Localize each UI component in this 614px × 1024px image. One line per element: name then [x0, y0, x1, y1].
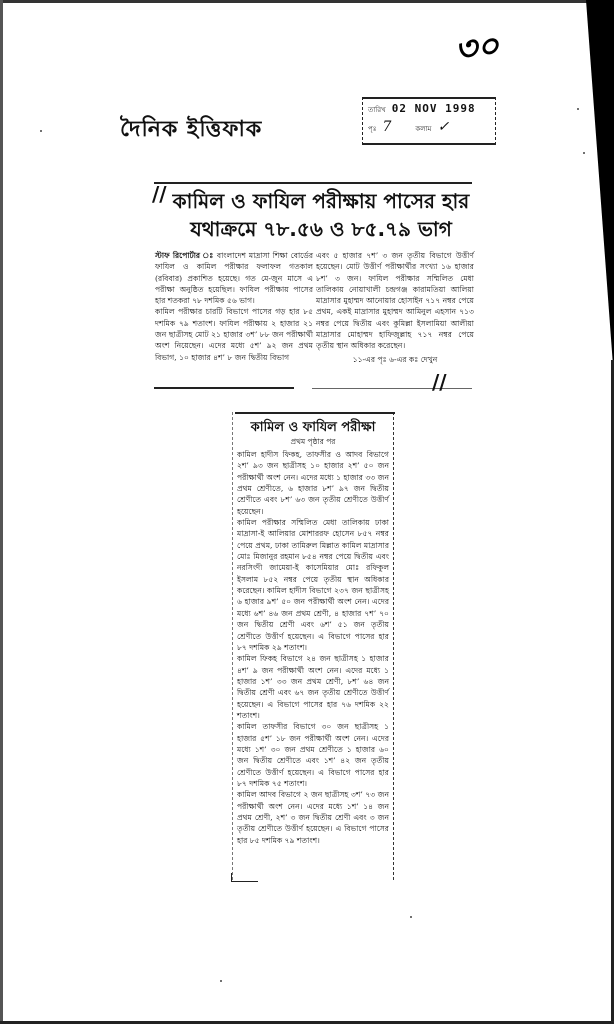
scan-edge-left: [0, 0, 3, 1024]
clip-corner-mark: [231, 873, 258, 882]
clip-mark-icon: //: [432, 370, 447, 394]
date-stamp: [362, 97, 496, 145]
scan-speck: [577, 108, 579, 110]
headline-line-1: কামিল ও ফাযিল পরীক্ষায় পাসের হার: [172, 189, 470, 213]
article-bottom-rule: [154, 387, 294, 389]
article-column-2: [316, 250, 474, 365]
continuation-title: কামিল ও ফাযিল পরীক্ষা: [250, 420, 376, 435]
clip-mark-icon: //: [152, 182, 167, 206]
scan-edge-top: [0, 0, 614, 3]
scan-speck: [410, 916, 412, 918]
paragraph: কামিল ফিকহ বিভাগে ২৪ জন ছাত্রীসহ ১ হাজার ৪শ’ ৯ জন পরীক্ষার্থী অংশ নেন। এদের মধ্যে ১ হাজার ১শ’ ৩৩ জন প্রথম শ্রেণী, ৮শ’ ৬৪ জন দ্বিতীয় শ্রেণী এবং ৬৭ জন তৃতীয় শ্রেণীতে উত্তীর্ণ হয়েছেন। এ বিভাগে পাসের হার ৭৬ দশমিক ২২ শতাংশ।: [237, 654, 389, 720]
scan-speck: [40, 130, 42, 132]
stamp-date-label: তারিখ: [368, 106, 386, 114]
newspaper-masthead: দৈনিক ইত্তিফাক: [120, 117, 263, 142]
paragraph: বাংলাদেশ মাদ্রাসা শিক্ষা বোর্ডের ফাযিল ও কামিল পরীক্ষার ফলাফল গতকাল (রবিবার) প্রকাশিত হয়েছে। গত মে-জুন মাসে এ পরীক্ষা অনুষ্ঠিত হয়েছিল। ফাযিল পরীক্ষায় পাসের হার শতকরা ৭৮ দশমিক ৫৬ ভাগ।: [155, 251, 313, 306]
headline-line-2: যথাক্রমে ৭৮.৫৬ ও ৮৫.৭৯ ভাগ: [190, 217, 452, 241]
stamp-column-label: কলাম: [415, 125, 432, 133]
byline: স্টাফ রিপোর্টার ঃ: [155, 251, 214, 260]
article-bottom-rule-2: [312, 388, 472, 389]
article-top-rule: [154, 182, 472, 184]
paragraph: কামিল আদব বিভাগে ২ জন ছাত্রীসহ ৩শ’ ৭৩ জন পরীক্ষার্থী অংশ নেন। এদের মধ্যে ১শ’ ১৪ জন প্রথম শ্রেণী, ২শ’ ৩ জন দ্বিতীয় শ্রেণী এবং ৩ জন তৃতীয় শ্রেণীতে উত্তীর্ণ হয়েছেন। এ বিভাগে পাসের হার ৮৫ দশমিক ৭৯ শতাংশ।: [237, 790, 389, 845]
news-article: [152, 182, 482, 392]
continuation-note: ১১-এর পৃঃ ৬-এর কঃ দেখুন: [352, 354, 438, 364]
scan-speck: [583, 152, 585, 154]
scan-edge-right-shadow: [586, 0, 614, 360]
stamp-page-value: 7: [382, 119, 392, 135]
handwritten-page-number: ৩০: [452, 25, 501, 71]
paragraph: কামিল পরীক্ষার চারটি বিভাগে পাসের গড় হার ৮৫ দশমিক ৭৯ শতাংশ। ফাযিল পরীক্ষায় ২ হাজার ২১ জন ছাত্রীসহ মোট ২১ হাজার ৩শ’ ৮৮ জন পরীক্ষার্থী অংশ নিয়েছেন। এদের মধ্যে ৫শ’ ৯২ জন প্রথম বিভাগ, ১০ হাজার ৪শ’ ৮ জন দ্বিতীয় বিভাগ: [155, 307, 313, 362]
paragraph: কামিল পরীক্ষার সম্মিলিত মেধা তালিকায় ঢাকা মাদ্রাসা-ই আলিয়ার মোশাররফ হোসেন ৮৫৭ নম্বর পেয়ে প্রথম, ঢাকা তামিরুল মিল্লাত কামিল মাদ্রাসার মোঃ মিজানুর রহমান ৮৫৪ নম্বর পেয়ে দ্বিতীয় এবং নরসিংদী জামেয়া-ই কাসেমিয়ার মোঃ রফিকুল ইসলাম ৮৫২ নম্বর পেয়ে তৃতীয় স্থান অধিকার করেছেন। কামিল হাদীস বিভাগে ২৩৭ জন ছাত্রীসহ ৬ হাজার ৯শ’ ৫০ জন পরীক্ষার্থী অংশ নেন। এদের মধ্যে ৬শ’ ৪৬ জন প্রথম শ্রেণী, ৪ হাজার ৭শ’ ৭০ জন দ্বিতীয় শ্রেণী এবং ৬শ’ ৫১ জন তৃতীয় শ্রেণীতে উত্তীর্ণ হয়েছেন। এ বিভাগে পাসের হার ৮৭ দশমিক ২৯ শতাংশ।: [237, 518, 389, 652]
continuation-article: [232, 412, 394, 880]
stamp-date: 02 NOV 1998: [391, 102, 476, 115]
article-column-1: [155, 250, 313, 363]
continuation-top-rule: [235, 412, 395, 414]
paragraph: কামিল তাফসীর বিভাগে ৩০ জন ছাত্রীসহ ১ হাজার ৫শ’ ১৮ জন পরীক্ষার্থী অংশ নেন। এদের মধ্যে ১শ’ ৩০ জন প্রথম শ্রেণীতে ১ হাজার ৬০ জন দ্বিতীয় শ্রেণীতে এবং ১শ’ ৪২ জন তৃতীয় শ্রেণীতে উত্তীর্ণ হয়েছেন। এ বিভাগে পাসের হার ৮৭ দশমিক ৭৫ শতাংশ।: [237, 722, 389, 788]
continuation-subtitle: প্রথম পৃষ্ঠার পর: [290, 437, 336, 446]
continuation-body: [237, 449, 389, 846]
stamp-check-mark: ✓: [437, 119, 450, 135]
paragraph: এবং ৫ হাজার ৭শ’ ৩ জন তৃতীয় বিভাগে উত্তীর্ণ হয়েছেন। মোট উত্তীর্ণ পরীক্ষার্থীর সংখ্যা ১৬ হাজার ৮শ’ ৩ জন। ফাযিল পরীক্ষার সম্মিলিত মেধা তালিকায় নোয়াখালী চন্দ্রগঞ্জ কারামতিয়া আলিয়া মাদ্রাসার মুহাম্মদ আনোয়ার হোসাইন ৭১৭ নম্বর পেয়ে প্রথম, একই মাদ্রাসার মুহাম্মদ আমিনুল এহসান ৭১৩ নম্বর পেয়ে দ্বিতীয় এবং কুমিল্লা ইসলামিয়া আলীয়া মাদ্রাসার মোহাম্মদ হাফিজুল্লাহ ৭১৭ নম্বর পেয়ে তৃতীয় স্থান অধিকার করেছেন।: [316, 251, 474, 351]
stamp-page-label: পৃঃ: [368, 125, 377, 133]
paragraph: কামিল হাদীস ফিকহ, তাফসীর ও আদব বিভাগে ২শ’ ৯৩ জন ছাত্রীসহ ১০ হাজার ২শ’ ৫০ জন পরীক্ষার্থী অংশ নেন। এদের মধ্যে ১ হাজার ৩৩ জন প্রথম শ্রেণীতে, ৬ হাজার ৮শ’ ৯৭ জন দ্বিতীয় শ্রেণীতে এবং ৮শ’ ৬৩ জন তৃতীয় শ্রেণীতে উত্তীর্ণ হয়েছেন।: [237, 450, 389, 516]
scan-speck: [220, 980, 222, 982]
article-headline: [166, 187, 476, 243]
